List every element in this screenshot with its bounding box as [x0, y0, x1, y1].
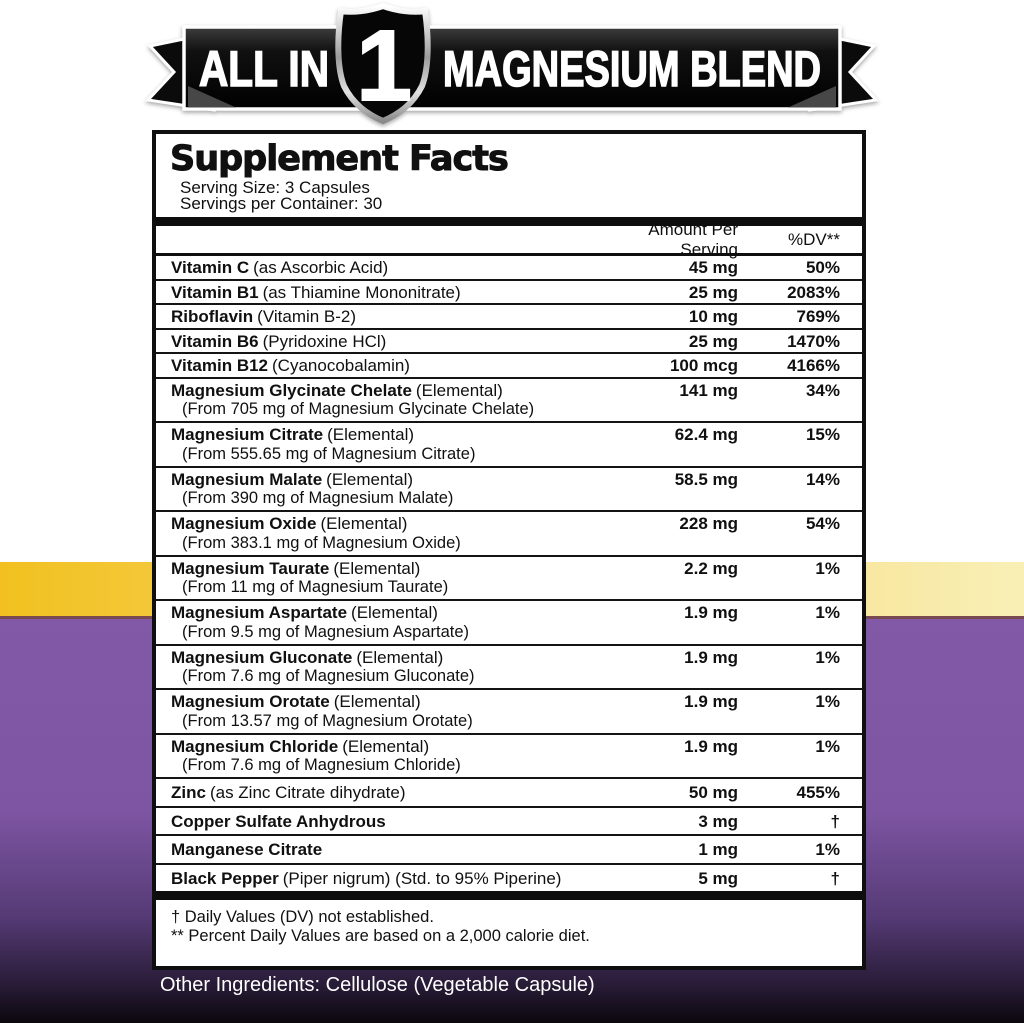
ingredient-name: Zinc — [171, 783, 206, 802]
ingredient-amount: 100 mcg — [669, 356, 738, 375]
footnote-dagger: † Daily Values (DV) not established. — [171, 908, 434, 926]
ingredient-detail: (Elemental) — [327, 425, 415, 444]
table-row — [156, 834, 862, 863]
ingredient-amount: 25 mg — [688, 282, 738, 302]
ingredient-name: Vitamin B6 — [171, 331, 259, 351]
ingredient-amount: 228 mg — [679, 514, 738, 533]
divider-bar-top — [156, 217, 862, 226]
ingredient-table — [156, 256, 862, 891]
ingredient-name: Magnesium Citrate — [171, 425, 324, 444]
ingredient-dv: 34% — [805, 380, 840, 400]
table-row — [156, 303, 862, 328]
table-row — [156, 644, 862, 689]
ingredient-name: Magnesium Orotate — [171, 692, 330, 711]
ingredient-detail: (Cyanocobalamin) — [272, 356, 410, 375]
ingredient-name: Magnesium Aspartate — [171, 603, 348, 622]
table-row — [156, 777, 862, 806]
ingredient-source: (From 705 mg of Magnesium Glycinate Chelate) — [182, 400, 535, 418]
ingredient-source: (From 13.57 mg of Magnesium Orotate) — [182, 711, 473, 730]
table-row — [156, 806, 862, 835]
ingredient-dv: 1% — [815, 558, 840, 578]
supplement-facts-panel — [152, 130, 866, 970]
ingredient-name: Magnesium Taurate — [171, 558, 330, 578]
ingredient-detail: (Elemental) — [415, 380, 503, 400]
table-row — [156, 279, 862, 304]
table-row — [156, 733, 862, 778]
ingredient-dv: 1470% — [787, 331, 840, 351]
ingredient-name: Copper Sulfate Anhydrous — [171, 811, 386, 831]
other-ingredients: Other Ingredients: Cellulose (Vegetable Capsule) — [160, 974, 595, 996]
ingredient-name: Magnesium Chloride — [171, 736, 339, 756]
table-header-row — [156, 219, 862, 259]
ingredient-detail: (Piper nigrum) (Std. to 95% Piperine) — [282, 868, 562, 888]
ingredient-name: Vitamin B12 — [171, 356, 269, 375]
ingredient-detail: (as Ascorbic Acid) — [253, 258, 389, 277]
ingredient-amount: 1.9 mg — [684, 603, 738, 622]
ingredient-detail: (Elemental) — [356, 647, 444, 667]
ingredient-dv: † — [830, 811, 840, 831]
ingredient-amount: 1.9 mg — [684, 692, 738, 711]
ingredient-dv: 54% — [805, 514, 840, 533]
ingredient-name: Magnesium Malate — [171, 469, 323, 489]
ingredient-amount: 25 mg — [688, 331, 738, 351]
ingredient-amount: 141 mg — [679, 380, 738, 400]
ingredient-dv: 769% — [796, 307, 840, 326]
ingredient-amount: 1.9 mg — [684, 647, 738, 667]
ingredient-name: Riboflavin — [171, 307, 254, 326]
table-row — [156, 555, 862, 600]
ingredient-amount: 3 mg — [698, 811, 738, 831]
ingredient-detail: (as Zinc Citrate dihydrate) — [209, 783, 406, 802]
footnotes — [156, 900, 862, 946]
table-row — [156, 328, 862, 353]
ingredient-detail: (Elemental) — [320, 514, 408, 533]
ingredient-detail: (Elemental) — [333, 558, 421, 578]
servings-per-container: Servings per Container: 30 — [180, 194, 383, 213]
ingredient-name: Magnesium Oxide — [171, 514, 317, 533]
ingredient-name: Black Pepper — [171, 868, 279, 888]
table-row — [156, 688, 862, 733]
ingredient-name: Vitamin C — [171, 258, 250, 277]
ingredient-name: Manganese Citrate — [171, 840, 323, 859]
table-row — [156, 510, 862, 555]
ingredient-detail: (Elemental) — [342, 736, 430, 756]
ingredient-dv: 50% — [805, 258, 840, 277]
column-header-dv: %DV** — [788, 229, 840, 249]
ingredient-amount: 62.4 mg — [674, 425, 738, 444]
ingredient-dv: 1% — [815, 840, 840, 859]
ingredient-amount: 1 mg — [698, 840, 738, 859]
table-row — [156, 352, 862, 377]
ingredient-amount: 50 mg — [688, 783, 738, 802]
ingredient-dv: 15% — [805, 425, 840, 444]
table-row — [156, 863, 862, 892]
ingredient-source: (From 390 mg of Magnesium Malate) — [182, 489, 454, 507]
ingredient-dv: 4166% — [787, 356, 840, 375]
banner-text-right: MAGNESIUM BLEND — [443, 41, 821, 97]
ingredient-dv: 1% — [815, 647, 840, 667]
footnote-dv: ** Percent Daily Values are based on a 2,000 calorie diet. — [171, 927, 590, 945]
ingredient-dv: 1% — [815, 603, 840, 622]
ingredient-detail: (Elemental) — [326, 469, 414, 489]
ingredient-dv: 1% — [815, 736, 840, 756]
ingredient-source: (From 9.5 mg of Magnesium Aspartate) — [182, 622, 470, 641]
ingredient-dv: † — [830, 868, 840, 888]
table-row — [156, 421, 862, 466]
table-row — [156, 466, 862, 511]
ingredient-name: Magnesium Glycinate Chelate — [171, 380, 412, 400]
ingredient-name: Vitamin B1 — [171, 282, 259, 302]
ingredient-dv: 1% — [815, 692, 840, 711]
ingredient-amount: 2.2 mg — [684, 558, 738, 578]
ingredient-amount: 58.5 mg — [674, 469, 738, 489]
table-row — [156, 256, 862, 279]
ingredient-amount: 5 mg — [698, 868, 738, 888]
ingredient-detail: (as Thiamine Mononitrate) — [262, 282, 461, 302]
ingredient-name: Magnesium Gluconate — [171, 647, 353, 667]
ingredient-detail: (Elemental) — [351, 603, 438, 622]
ingredient-dv: 14% — [805, 469, 840, 489]
ingredient-source: (From 555.65 mg of Magnesium Citrate) — [182, 444, 476, 463]
ingredient-source: (From 11 mg of Magnesium Taurate) — [182, 578, 449, 596]
divider-bar-bottom — [156, 891, 862, 900]
ingredient-dv: 2083% — [787, 282, 840, 302]
shield-number: 1 — [356, 10, 412, 122]
banner-ribbon — [0, 0, 1024, 130]
table-row — [156, 599, 862, 644]
serving-size: Serving Size: 3 Capsules — [180, 178, 370, 197]
ingredient-dv: 455% — [796, 783, 840, 802]
ingredient-detail: (Vitamin B-2) — [257, 307, 357, 326]
ingredient-source: (From 7.6 mg of Magnesium Gluconate) — [182, 667, 475, 685]
ingredient-source: (From 383.1 mg of Magnesium Oxide) — [182, 533, 461, 552]
panel-title: Supplement Facts — [170, 139, 508, 179]
ingredient-detail: (Pyridoxine HCl) — [262, 331, 387, 351]
ingredient-detail: (Elemental) — [333, 692, 421, 711]
ingredient-amount: 10 mg — [688, 307, 738, 326]
ingredient-amount: 1.9 mg — [684, 736, 738, 756]
column-header-amount: Amount Per Serving — [648, 219, 738, 259]
ingredient-source: (From 7.6 mg of Magnesium Chloride) — [182, 756, 461, 774]
table-row — [156, 377, 862, 422]
ingredient-amount: 45 mg — [688, 258, 738, 277]
banner-text-left: ALL IN — [199, 41, 329, 97]
